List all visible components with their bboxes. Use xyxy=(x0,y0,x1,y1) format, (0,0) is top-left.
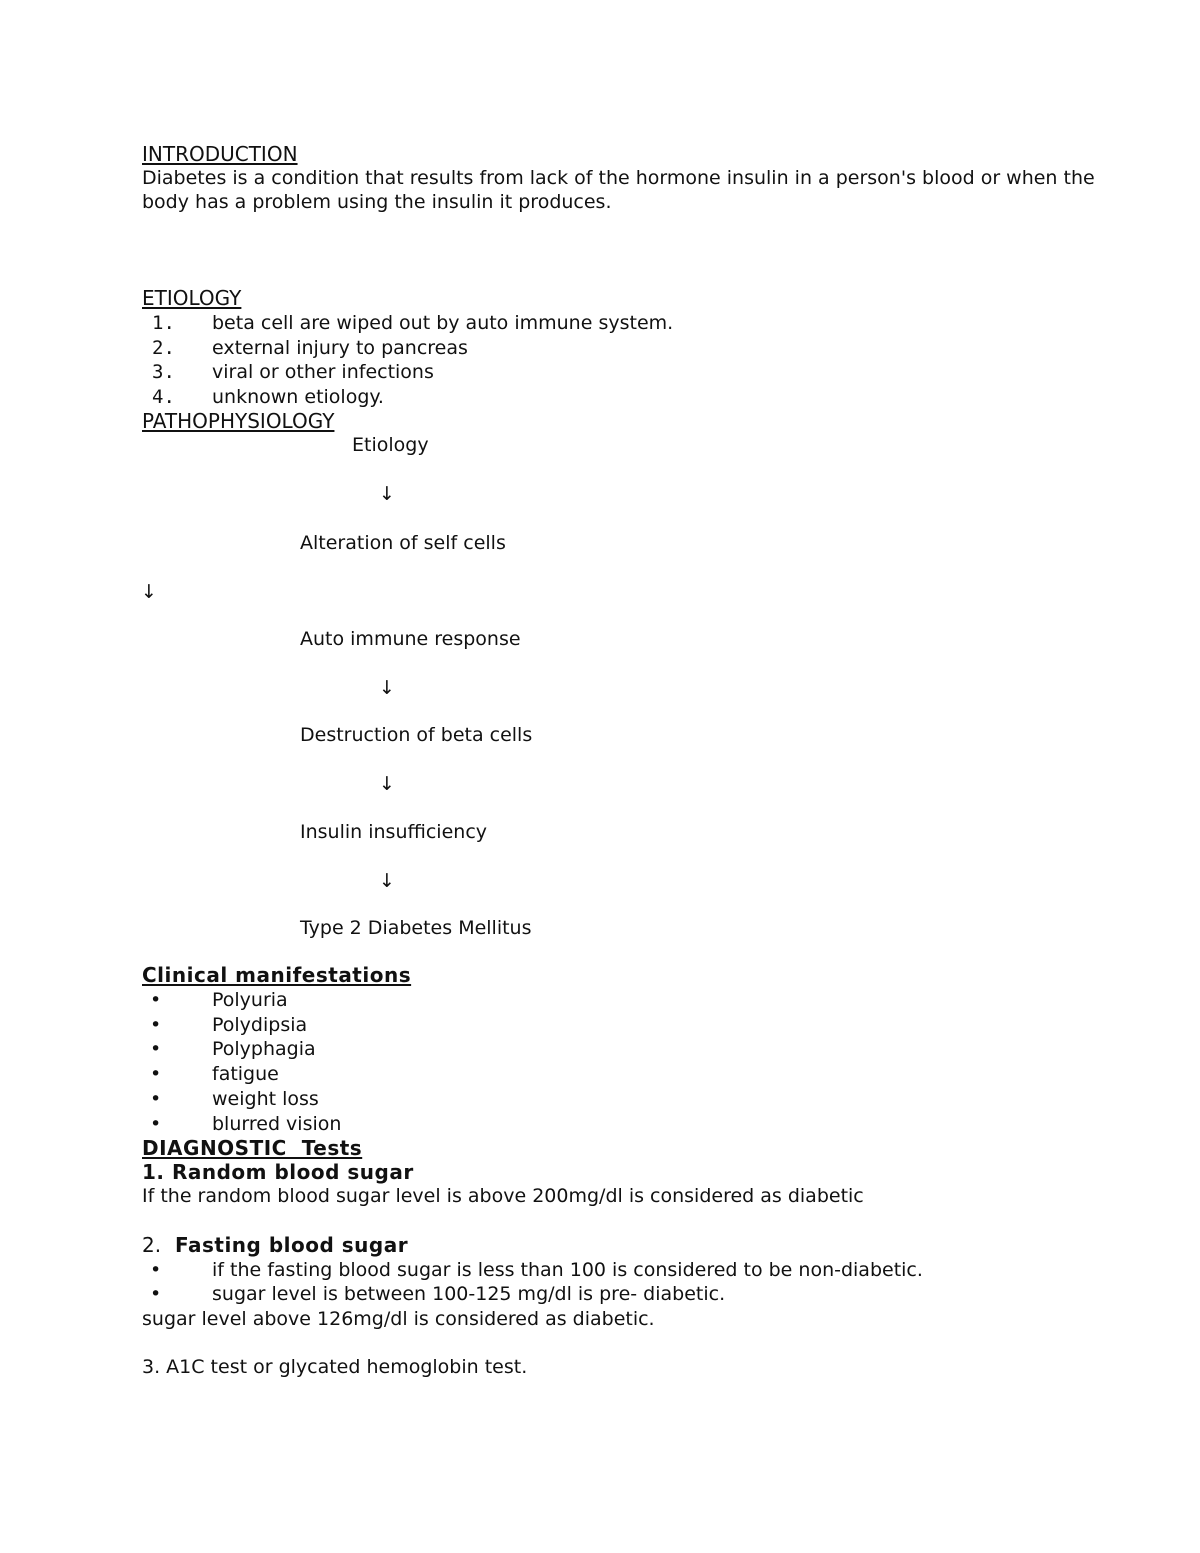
fasting-number: 2. xyxy=(142,1233,162,1257)
etiology-item: unknown etiology. xyxy=(212,386,384,408)
flow-step-etiology: Etiology xyxy=(352,434,429,456)
flow-step-destruction: Destruction of beta cells xyxy=(300,724,533,746)
bullet-icon: • xyxy=(150,1259,162,1281)
clinical-item: Polyphagia xyxy=(212,1038,316,1060)
flow-step-alteration: Alteration of self cells xyxy=(300,532,506,554)
introduction-heading: INTRODUCTION xyxy=(142,142,298,166)
clinical-heading: Clinical manifestations xyxy=(142,963,412,987)
down-arrow-icon: ↓ xyxy=(379,773,395,795)
down-arrow-icon: ↓ xyxy=(141,581,157,603)
diagnostic-heading: DIAGNOSTIC Tests xyxy=(142,1136,363,1160)
pathophysiology-heading: PATHOPHYSIOLOGY xyxy=(142,409,335,433)
a1c-test-text: 3. A1C test or glycated hemoglobin test. xyxy=(142,1356,528,1378)
bullet-icon: • xyxy=(150,1038,162,1060)
bullet-icon: • xyxy=(150,1283,162,1305)
clinical-item: Polyuria xyxy=(212,989,288,1011)
introduction-line-2: body has a problem using the insulin it produces. xyxy=(142,191,612,213)
fasting-bullet: sugar level is between 100-125 mg/dl is pre- diabetic. xyxy=(212,1283,726,1305)
random-blood-sugar-text: If the random blood sugar level is above 200mg/dl is considered as diabetic xyxy=(142,1185,864,1207)
introduction-line-1: Diabetes is a condition that results from lack of the hormone insulin in a person's blood or when the xyxy=(142,167,1095,189)
clinical-item: Polydipsia xyxy=(212,1014,308,1036)
etiology-item-number: 1. xyxy=(152,312,175,334)
bullet-icon: • xyxy=(150,1063,162,1085)
etiology-item: external injury to pancreas xyxy=(212,337,468,359)
etiology-item-number: 2. xyxy=(152,337,175,359)
etiology-item: beta cell are wiped out by auto immune system. xyxy=(212,312,674,334)
clinical-item: fatigue xyxy=(212,1063,279,1085)
etiology-heading: ETIOLOGY xyxy=(142,286,242,310)
bullet-icon: • xyxy=(150,1014,162,1036)
flow-step-type2: Type 2 Diabetes Mellitus xyxy=(300,917,532,939)
down-arrow-icon: ↓ xyxy=(379,870,395,892)
bullet-icon: • xyxy=(150,989,162,1011)
down-arrow-icon: ↓ xyxy=(379,677,395,699)
etiology-item-number: 4. xyxy=(152,386,175,408)
fasting-after-text: sugar level above 126mg/dl is considered as diabetic. xyxy=(142,1308,655,1330)
flow-step-auto-immune: Auto immune response xyxy=(300,628,521,650)
flow-step-insulin: Insulin insufficiency xyxy=(300,821,488,843)
fasting-blood-sugar-title: Fasting blood sugar xyxy=(175,1233,409,1257)
random-blood-sugar-title: 1. Random blood sugar xyxy=(142,1160,414,1184)
clinical-item: weight loss xyxy=(212,1088,319,1110)
fasting-bullet: if the fasting blood sugar is less than 100 is considered to be non-diabetic. xyxy=(212,1259,923,1281)
bullet-icon: • xyxy=(150,1113,162,1135)
bullet-icon: • xyxy=(150,1088,162,1110)
etiology-item-number: 3. xyxy=(152,361,175,383)
clinical-item: blurred vision xyxy=(212,1113,342,1135)
etiology-item: viral or other infections xyxy=(212,361,434,383)
down-arrow-icon: ↓ xyxy=(379,483,395,505)
